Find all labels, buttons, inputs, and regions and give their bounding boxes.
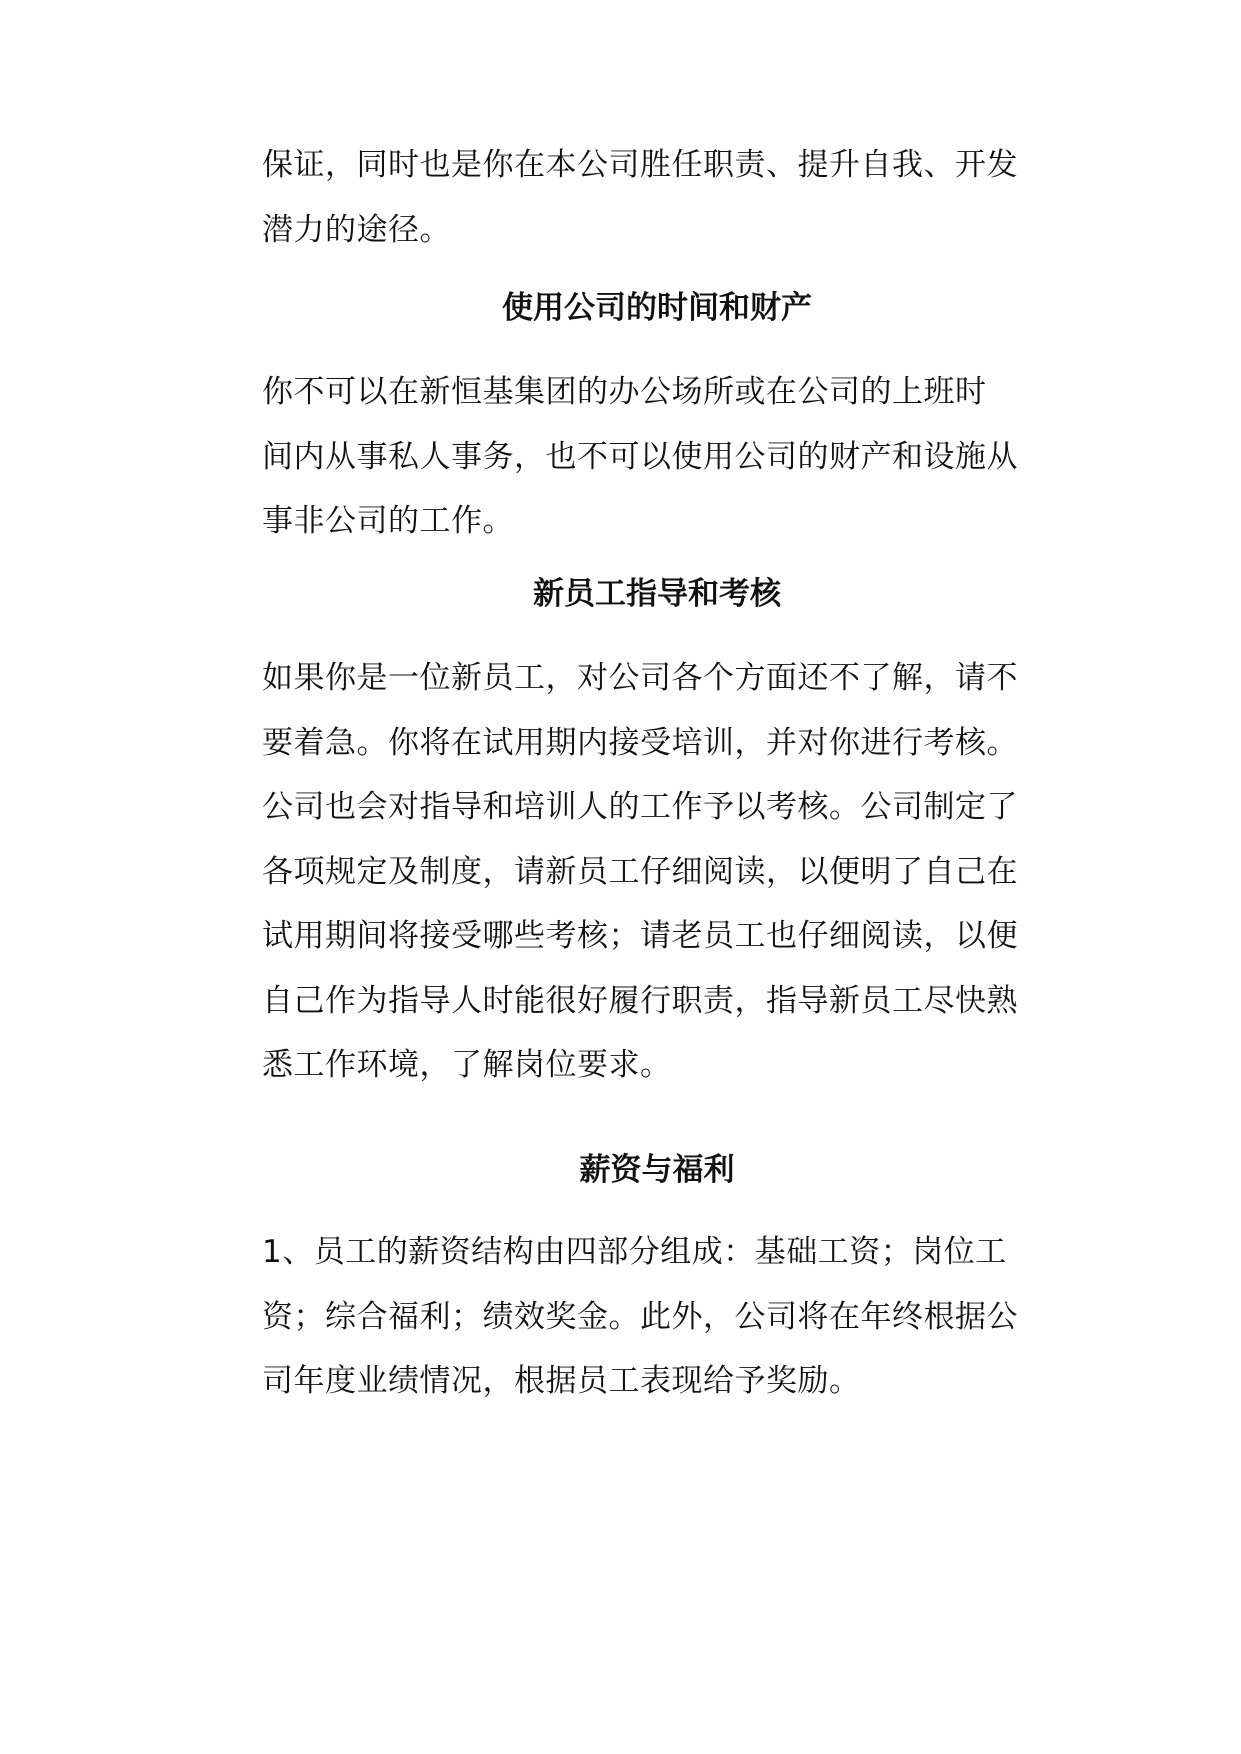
paragraph-line: 潜力的途径。 bbox=[262, 211, 451, 248]
paragraph-line: 悉工作环境，了解岗位要求。 bbox=[262, 1047, 672, 1083]
section-heading-new-employee: 新员工指导和考核 bbox=[533, 576, 781, 612]
intro-paragraph bbox=[262, 133, 1052, 262]
section-paragraph-salary-benefits bbox=[262, 1220, 1052, 1414]
section-paragraph-time-and-property bbox=[262, 360, 1052, 554]
paragraph-line: 事非公司的工作。 bbox=[262, 503, 514, 539]
section-paragraph-new-employee bbox=[262, 646, 1052, 1098]
paragraph-line: 公司也会对指导和培训人的工作予以考核。公司制定了 bbox=[262, 789, 1018, 825]
paragraph-line: 间内从事私人事务，也不可以使用公司的财产和设施从 bbox=[262, 438, 1018, 475]
paragraph-line: 如果你是一位新员工，对公司各个方面还不了解，请不 bbox=[262, 660, 1018, 696]
section-heading-salary-benefits: 薪资与福利 bbox=[579, 1152, 735, 1188]
paragraph-line: 保证，同时也是你在本公司胜任职责、提升自我、开发 bbox=[262, 147, 1018, 183]
paragraph-line: 各项规定及制度，请新员工仔细阅读，以便明了自己在 bbox=[262, 853, 1018, 890]
paragraph-line: 自己作为指导人时能很好履行职责，指导新员工尽快熟 bbox=[262, 982, 1018, 1019]
paragraph-line: 资；综合福利；绩效奖金。此外，公司将在年终根据公 bbox=[262, 1298, 1018, 1335]
section-heading-time-and-property: 使用公司的时间和财产 bbox=[502, 290, 812, 326]
paragraph-line: 试用期间将接受哪些考核；请老员工也仔细阅读，以便 bbox=[262, 918, 1018, 954]
paragraph-line: 1、员工的薪资结构由四部分组成：基础工资；岗位工 bbox=[262, 1234, 1007, 1270]
paragraph-line: 司年度业绩情况，根据员工表现给予奖励。 bbox=[262, 1363, 861, 1399]
paragraph-line: 你不可以在新恒基集团的办公场所或在公司的上班时 bbox=[262, 374, 987, 410]
paragraph-line: 要着急。你将在试用期内接受培训，并对你进行考核。 bbox=[262, 724, 1018, 761]
